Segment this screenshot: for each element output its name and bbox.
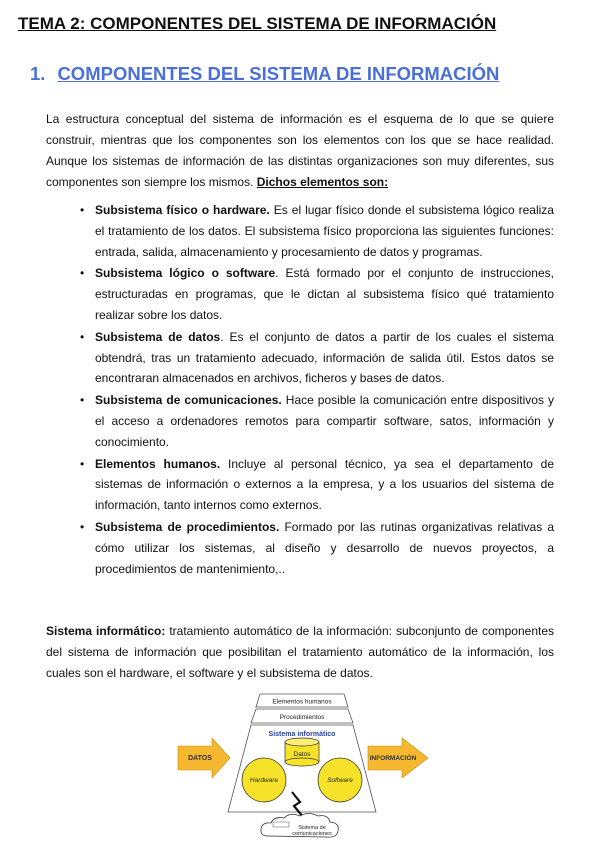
item-term: Subsistema de datos xyxy=(95,329,221,344)
layer-top-label: Elementos humanos xyxy=(272,698,332,706)
item-text: . Es el conjunto de datos a partir de los cuales el sistema obtendrá, tras un tratamiento adecuado, información de salida útil. Estos datos se encontraran almacenados en archivos, ficheros y bases de datos. xyxy=(95,329,554,386)
list-item xyxy=(46,390,554,452)
components-list xyxy=(46,200,554,580)
list-item xyxy=(46,327,554,389)
cloud-label-line1: Sistema de xyxy=(298,825,326,831)
list-item xyxy=(46,200,554,262)
layer-mid-label: Procedimientos xyxy=(279,714,325,721)
section-heading xyxy=(30,63,499,85)
core-title: Sistema informático xyxy=(268,731,336,738)
information-system-diagram xyxy=(172,690,432,840)
definition-text: tratamiento automático de la información: subconjunto de componentes del sistema de información que posibilitan el tratamiento automático de la información, los cuales son el hardware, el software y el subsistema de datos. xyxy=(46,624,555,680)
item-text: Formado por las rutinas organizativas relativas a cómo utilizar los sistemas, al diseño y desarrollo de nuevos proyectos, a procedimientos de mantenimiento,.. xyxy=(95,519,554,576)
output-arrow-label: INFORMACIÓN xyxy=(369,755,417,762)
bullet-icon: • xyxy=(80,266,85,281)
intro-emphasis: Dichos elementos son: xyxy=(256,175,389,189)
item-term: Elementos humanos. xyxy=(95,456,221,471)
page-title: TEMA 2: COMPONENTES DEL SISTEMA DE INFORMACIÓN xyxy=(18,14,497,33)
bullet-icon: • xyxy=(80,329,85,344)
item-term: Subsistema de procedimientos. xyxy=(95,519,280,534)
item-text: Es el lugar físico donde el subsistema lógico realiza el tratamiento de los datos. El subsistema físico proporciona las siguientes funciones: entrada, salida, almacenamiento y procesamiento de datos y programas. xyxy=(95,203,554,259)
datos-db-label: Datos xyxy=(293,751,311,758)
list-item xyxy=(46,454,554,516)
item-term: Subsistema de comunicaciones. xyxy=(95,393,282,408)
definition-paragraph xyxy=(46,621,554,684)
item-term: Subsistema lógico o software xyxy=(95,266,276,281)
bullet-icon: • xyxy=(80,519,85,534)
item-text: . Está formado por el conjunto de instrucciones, estructuradas en programas, que le dictan al subsistema físico qué tratamiento realizar sobre los datos. xyxy=(95,266,554,322)
list-item xyxy=(46,517,554,579)
bullet-icon: • xyxy=(80,203,85,217)
hardware-label: Hardware xyxy=(249,777,279,784)
definition-term: Sistema informático: xyxy=(46,624,166,638)
item-text: Incluye al personal técnico, ya sea el departamento de sistemas de información o externos a la empresa, y a los usuarios del sistema de información, tanto internos como externos. xyxy=(95,456,554,513)
cloud-label-line2: comunicaciones xyxy=(292,831,332,837)
intro-paragraph xyxy=(46,109,554,193)
software-label: Software xyxy=(327,777,353,784)
item-term: Subsistema físico o hardware. xyxy=(95,203,270,217)
intro-text: La estructura conceptual del sistema de información es el esquema de lo que se quiere construir, mientras que los componentes son los elementos con los que se hace realidad. Aunque los sistemas de información de las distintas organizaciones son muy diferentes, sus componentes son siempre los mismos. xyxy=(46,112,554,189)
bullet-icon: • xyxy=(80,456,85,471)
section-title: COMPONENTES DEL SISTEMA DE INFORMACIÓN xyxy=(57,63,500,84)
item-text: Hace posible la comunicación entre dispositivos y el acceso a ordenadores remotos para compartir software, satos, información y conocimiento. xyxy=(95,393,554,449)
list-item xyxy=(46,263,554,325)
section-number: 1. xyxy=(30,63,46,84)
bullet-icon: • xyxy=(80,393,85,408)
input-arrow-label: DATOS xyxy=(188,755,212,762)
network-device-icon xyxy=(273,822,289,827)
